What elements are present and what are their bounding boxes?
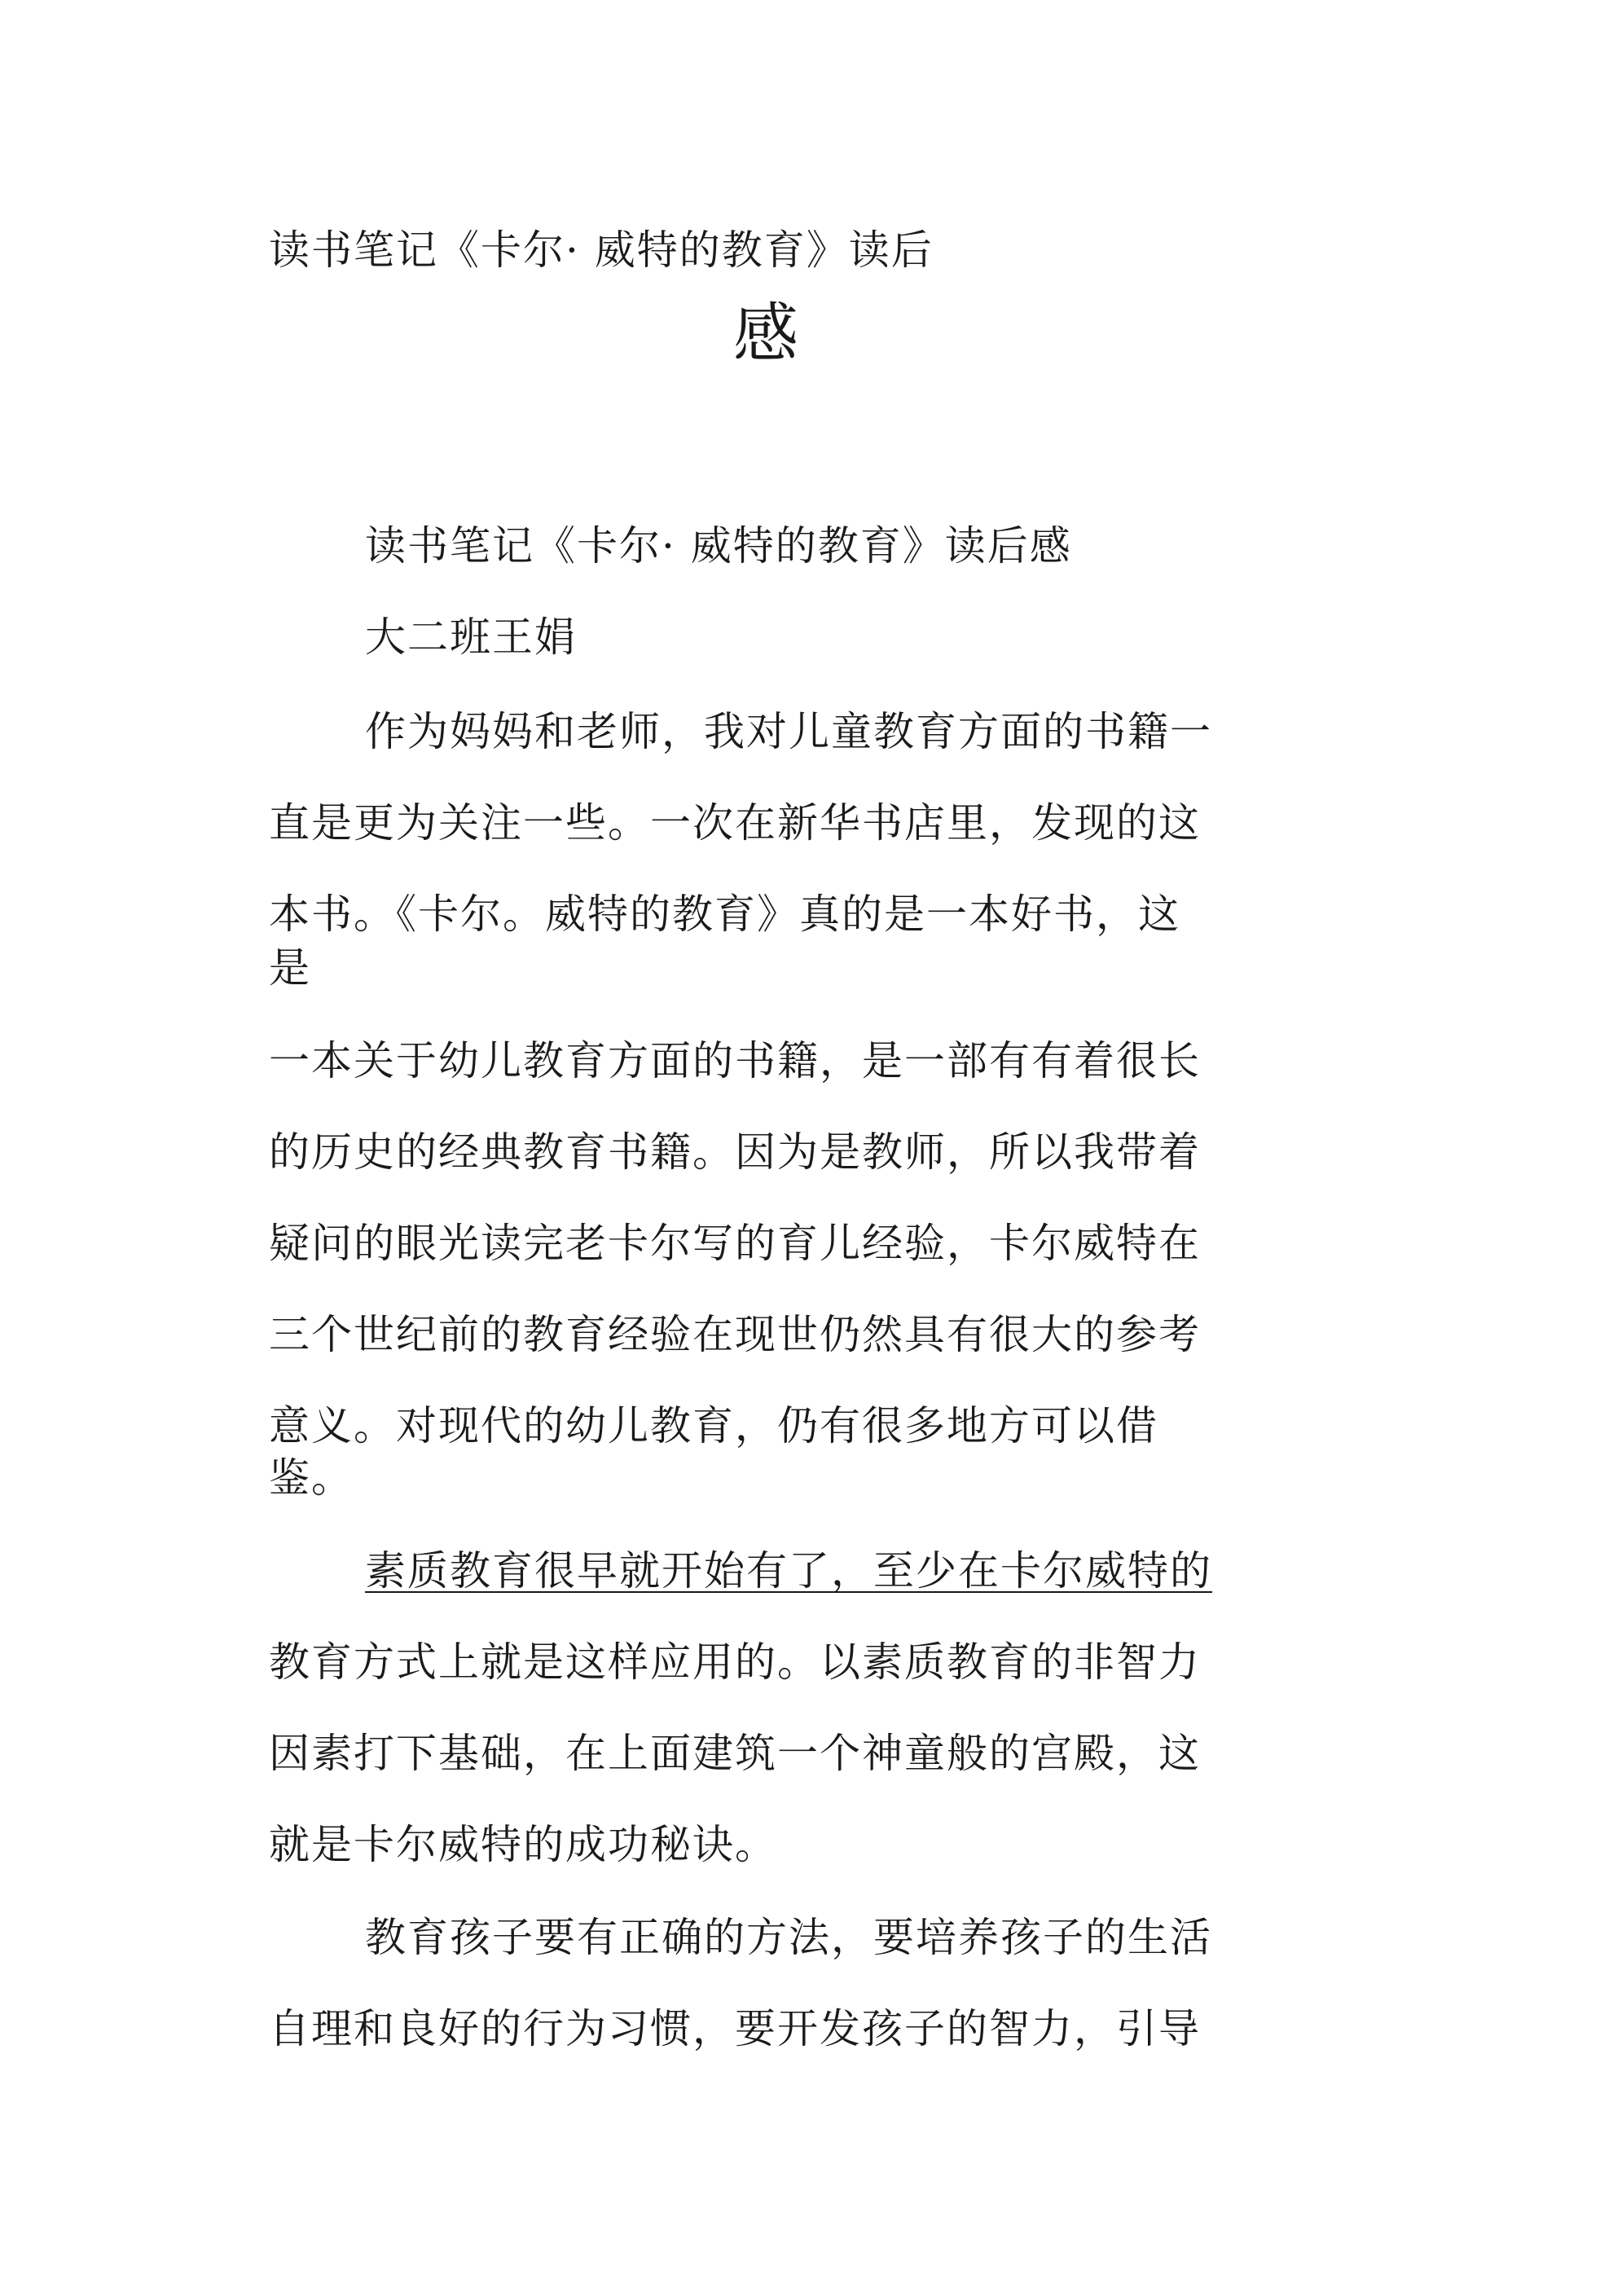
- paragraph-line: 因素打下基础，在上面建筑一个神童般的宫殿，这: [269, 1730, 1201, 1777]
- paragraph-line: 直是更为关注一些。一次在新华书店里，发现的这: [269, 799, 1201, 847]
- paragraph-line: 鉴。: [269, 1454, 354, 1502]
- paragraph-line: 的历史的经典教育书籍。因为是教师，所以我带着: [269, 1128, 1201, 1176]
- paragraph-line: 自理和良好的行为习惯，要开发孩子的智力，引导: [269, 2005, 1201, 2052]
- document-title-line2: 感: [733, 296, 798, 372]
- paragraph-line: 三个世纪前的教育经验在现世仍然具有很大的参考: [269, 1311, 1201, 1358]
- paragraph-line: 本书。《卡尔。威特的教育》真的是一本好书，这: [269, 891, 1180, 938]
- paragraph-line: 意义。对现代的幼儿教育，仍有很多地方可以借: [269, 1402, 1158, 1449]
- paragraph-line: 教育孩子要有正确的方法，要培养孩子的生活: [365, 1914, 1212, 1961]
- paragraph-line: 一本关于幼儿教育方面的书籍，是一部有有着很长: [269, 1037, 1201, 1084]
- paragraph-line: 是: [269, 944, 311, 992]
- document-title-line1: 读书笔记《卡尔· 威特的教育》读后: [269, 227, 934, 274]
- paragraph-line: 作为妈妈和老师，我对儿童教育方面的书籍一: [365, 708, 1212, 755]
- paragraph-line: 就是卡尔威特的成功秘诀。: [269, 1821, 777, 1868]
- paragraph-line-underlined: 素质教育很早就开始有了，至少在卡尔威特的: [365, 1547, 1212, 1594]
- paragraph-line: 教育方式上就是这样应用的。以素质教育的非智力: [269, 1638, 1201, 1686]
- paragraph-line: 疑问的眼光读完老卡尔写的育儿经验，卡尔威特在: [269, 1220, 1201, 1267]
- author-line: 大二班王娟: [365, 614, 577, 661]
- document-subtitle: 读书笔记《卡尔· 威特的教育》读后感: [365, 522, 1072, 570]
